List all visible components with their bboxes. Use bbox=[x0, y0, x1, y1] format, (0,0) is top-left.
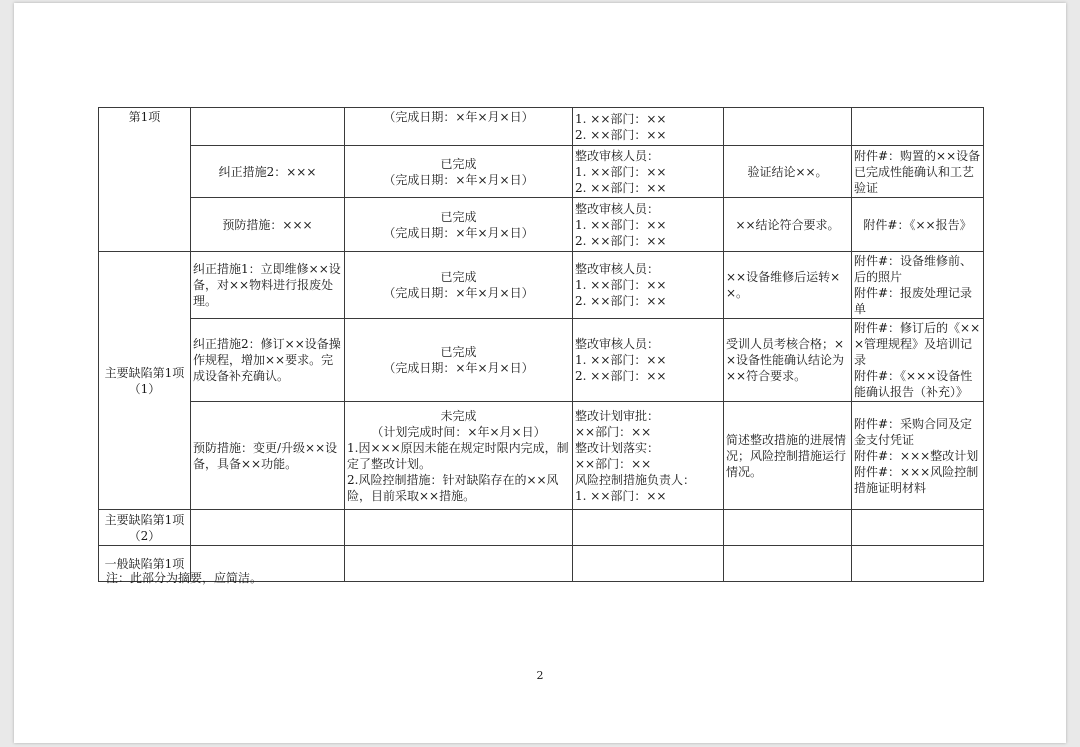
table-row bbox=[99, 510, 984, 546]
page-number: 2 bbox=[536, 669, 544, 682]
verify-cell bbox=[724, 319, 852, 402]
attachment-line: 附件#：×××风险控制措施证明材料 bbox=[854, 464, 979, 495]
people-line: 2. ××部门：×× bbox=[575, 294, 667, 308]
defect-group-cell bbox=[99, 510, 191, 546]
status-line: （完成日期：×年×月×日） bbox=[383, 110, 534, 124]
status-cell bbox=[345, 546, 573, 582]
defect-group-label: 主要缺陷第1项（2） bbox=[104, 512, 185, 543]
people-cell bbox=[573, 108, 724, 146]
people-line: 1. ××部门：×× bbox=[575, 353, 667, 367]
status-cell bbox=[345, 319, 573, 402]
people-line: 整改审核人员： bbox=[575, 337, 660, 351]
attachment-cell bbox=[852, 252, 984, 319]
measure-cell bbox=[191, 108, 345, 146]
table-row bbox=[99, 319, 984, 402]
measure-cell bbox=[191, 510, 345, 546]
status-line: 已完成 bbox=[440, 270, 477, 284]
status-line: （完成日期：×年×月×日） bbox=[383, 172, 534, 187]
table-row bbox=[99, 198, 984, 252]
status-line: （完成日期：×年×月×日） bbox=[383, 286, 534, 300]
defect-rectification-table bbox=[98, 107, 984, 582]
defect-group-label: 一般缺陷第1项 bbox=[104, 556, 185, 571]
people-line: 整改审核人员： bbox=[575, 148, 660, 163]
status-cell bbox=[345, 510, 573, 546]
verify-text: ××设备维修后运转××。 bbox=[726, 270, 841, 300]
attachment-line: 附件#：采购合同及定金支付凭证 bbox=[854, 416, 973, 447]
attachment-text: 附件#：购置的××设备已完成性能确认和工艺验证 bbox=[854, 148, 981, 195]
attachment-cell bbox=[852, 546, 984, 582]
people-line: 1. ××部门：×× bbox=[575, 278, 667, 292]
people-line: ××部门：×× bbox=[575, 456, 652, 471]
people-line: 1. ××部门：×× bbox=[575, 111, 667, 126]
verify-cell bbox=[724, 146, 852, 198]
status-line: 已完成 bbox=[440, 345, 477, 359]
verify-text: ××结论符合要求。 bbox=[735, 217, 840, 232]
measure-cell bbox=[191, 198, 345, 252]
people-cell bbox=[573, 319, 724, 402]
people-line: 1. ××部门：×× bbox=[575, 488, 667, 503]
measure-text: 纠正措施2：××× bbox=[218, 164, 317, 179]
attachment-line: 附件#：设备维修前、后的照片 bbox=[854, 254, 973, 284]
status-cell bbox=[345, 198, 573, 252]
people-line: 风险控制措施负责人： bbox=[575, 472, 696, 487]
document-page bbox=[14, 3, 1066, 743]
people-cell bbox=[573, 510, 724, 546]
status-cell bbox=[345, 402, 573, 510]
table-row bbox=[99, 108, 984, 146]
people-cell bbox=[573, 198, 724, 252]
people-cell bbox=[573, 402, 724, 510]
table-row bbox=[99, 252, 984, 319]
table-row bbox=[99, 146, 984, 198]
status-line: （完成日期：×年×月×日） bbox=[383, 361, 534, 375]
attachment-line: 附件#：×××整改计划 bbox=[854, 448, 979, 463]
attachment-line: 附件#：《×××设备性能确认报告（补充）》 bbox=[854, 369, 973, 399]
people-cell bbox=[573, 546, 724, 582]
measure-text: 预防措施：变更/升级××设备，具备××功能。 bbox=[193, 440, 338, 471]
measure-cell bbox=[191, 319, 345, 402]
people-line: 整改审核人员： bbox=[575, 262, 660, 276]
defect-group-cell bbox=[99, 252, 191, 510]
status-cell bbox=[345, 252, 573, 319]
verify-cell bbox=[724, 402, 852, 510]
defect-group-cell bbox=[99, 108, 191, 252]
attachment-line: 附件#：报废处理记录单 bbox=[854, 286, 973, 316]
measure-text: 预防措施：××× bbox=[222, 217, 313, 232]
verify-text: 简述整改措施的进展情况；风险控制措施运行情况。 bbox=[726, 432, 847, 479]
people-line: 整改计划审批： bbox=[575, 408, 660, 423]
verify-cell bbox=[724, 198, 852, 252]
people-line: 2. ××部门：×× bbox=[575, 369, 667, 383]
footnote: 注：此部分为摘要，应简洁。 bbox=[106, 571, 263, 585]
measure-cell bbox=[191, 402, 345, 510]
people-line: 2. ××部门：×× bbox=[575, 180, 667, 195]
status-line: 已完成 bbox=[440, 209, 477, 224]
table-row bbox=[99, 402, 984, 510]
status-line: 已完成 bbox=[440, 156, 477, 171]
people-line: 1. ××部门：×× bbox=[575, 164, 667, 179]
verify-cell bbox=[724, 252, 852, 319]
status-cell bbox=[345, 108, 573, 146]
status-line: （计划完成时间：×年×月×日） bbox=[371, 424, 546, 439]
measure-text: 纠正措施2：修订××设备操作规程，增加××要求。完成设备补充确认。 bbox=[193, 337, 341, 383]
status-line: 1.因×××原因未能在规定时限内完成，制定了整改计划。 bbox=[347, 440, 569, 471]
status-line: 未完成 bbox=[440, 408, 477, 423]
attachment-cell bbox=[852, 402, 984, 510]
defect-group-label: 主要缺陷第1项（1） bbox=[104, 365, 185, 396]
attachment-line: 附件#：修订后的《×××管理规程》及培训记录 bbox=[854, 321, 981, 367]
people-line: ××部门：×× bbox=[575, 424, 652, 439]
attachment-text: 附件#：《××报告》 bbox=[863, 217, 972, 232]
measure-cell bbox=[191, 146, 345, 198]
defect-group-label: 第1项 bbox=[128, 110, 161, 124]
verify-cell bbox=[724, 510, 852, 546]
attachment-cell bbox=[852, 146, 984, 198]
attachment-cell bbox=[852, 198, 984, 252]
verify-text: 受训人员考核合格；××设备性能确认结论为××符合要求。 bbox=[726, 337, 845, 383]
people-line: 1. ××部门：×× bbox=[575, 217, 667, 232]
people-line: 整改审核人员： bbox=[575, 201, 660, 216]
people-line: 2. ××部门：×× bbox=[575, 233, 667, 248]
verify-cell bbox=[724, 546, 852, 582]
measure-text: 纠正措施1：立即维修××设备，对××物料进行报废处理。 bbox=[193, 262, 341, 308]
status-line: 2.风险控制措施：针对缺陷存在的××风险，目前采取××措施。 bbox=[347, 472, 559, 503]
people-line: 2. ××部门：×× bbox=[575, 127, 667, 142]
measure-cell bbox=[191, 252, 345, 319]
attachment-cell bbox=[852, 510, 984, 546]
people-cell bbox=[573, 252, 724, 319]
verify-cell bbox=[724, 108, 852, 146]
verify-text: 验证结论××。 bbox=[747, 164, 828, 179]
status-line: （完成日期：×年×月×日） bbox=[383, 225, 534, 240]
attachment-cell bbox=[852, 108, 984, 146]
attachment-cell bbox=[852, 319, 984, 402]
status-cell bbox=[345, 146, 573, 198]
people-line: 整改计划落实： bbox=[575, 440, 660, 455]
people-cell bbox=[573, 146, 724, 198]
